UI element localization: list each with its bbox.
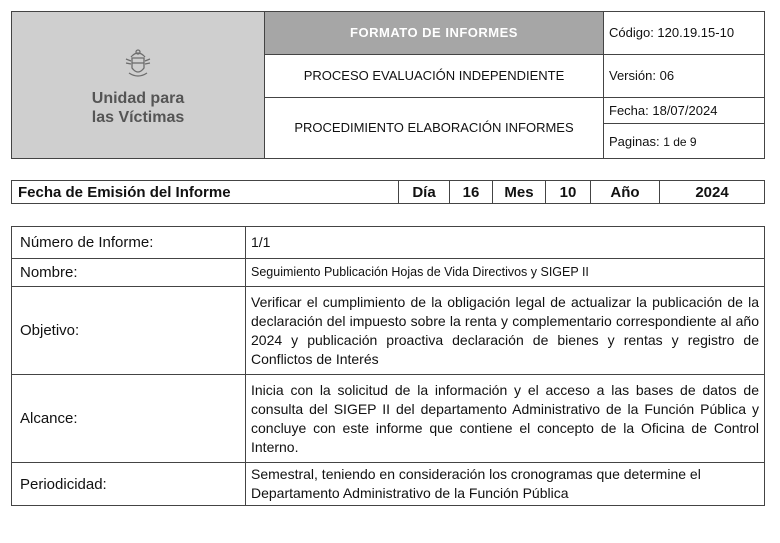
report-name-value: Seguimiento Publicación Hojas de Vida Directivos y SIGEP II <box>246 259 765 287</box>
scope-value: Inicia con la solicitud de la información y el acceso a las bases de datos de consulta del SIGEP II del departamento Administrativo de la Función Pública y concluye con este informe que contiene el concepto de la Oficina de Control Interno. <box>246 375 765 463</box>
document-code: Código: 120.19.15-10 <box>604 12 765 55</box>
emission-date-label: Fecha de Emisión del Informe <box>12 181 399 204</box>
month-value: 10 <box>546 181 591 204</box>
logo-cell <box>12 12 265 159</box>
procedure-name: PROCEDIMIENTO ELABORACIÓN INFORMES <box>265 97 604 158</box>
process-name: PROCESO EVALUACIÓN INDEPENDIENTE <box>265 54 604 97</box>
month-label: Mes <box>493 181 546 204</box>
document-title: FORMATO DE INFORMES <box>265 12 604 55</box>
day-value: 16 <box>450 181 493 204</box>
objective-value: Verificar el cumplimiento de la obligación legal de actualizar la publicación de la declaración del impuesto sobre la renta y complementario correspondiente al año 2024 y publicación proactiva declaración de bienes y rentas y registro de Conflictos de Interés <box>246 287 765 375</box>
emission-date-table <box>11 180 765 204</box>
org-name-line1: Unidad para <box>91 90 185 107</box>
report-name-label: Nombre: <box>12 259 246 287</box>
report-number-label: Número de Informe: <box>12 227 246 259</box>
coat-of-arms-icon <box>118 43 158 83</box>
year-value: 2024 <box>660 181 765 204</box>
periodicity-value: Semestral, teniendo en consideración los cronogramas que determine el Departamento Administrativo de la Función Pública <box>246 463 765 506</box>
objective-label: Objetivo: <box>12 287 246 375</box>
pages-value: 1 de 9 <box>663 134 697 149</box>
document-date: Fecha: 18/07/2024 <box>604 97 765 124</box>
day-label: Día <box>399 181 450 204</box>
org-name-line2: las Víctimas <box>91 109 185 126</box>
pages-label: Paginas: <box>609 133 660 149</box>
document-header <box>11 11 765 159</box>
report-info-table <box>11 226 765 506</box>
document-version: Versión: 06 <box>604 54 765 97</box>
document-pages <box>604 124 765 159</box>
year-label: Año <box>591 181 660 204</box>
report-number-value: 1/1 <box>246 227 765 259</box>
periodicity-label: Periodicidad: <box>12 463 246 506</box>
scope-label: Alcance: <box>12 375 246 463</box>
